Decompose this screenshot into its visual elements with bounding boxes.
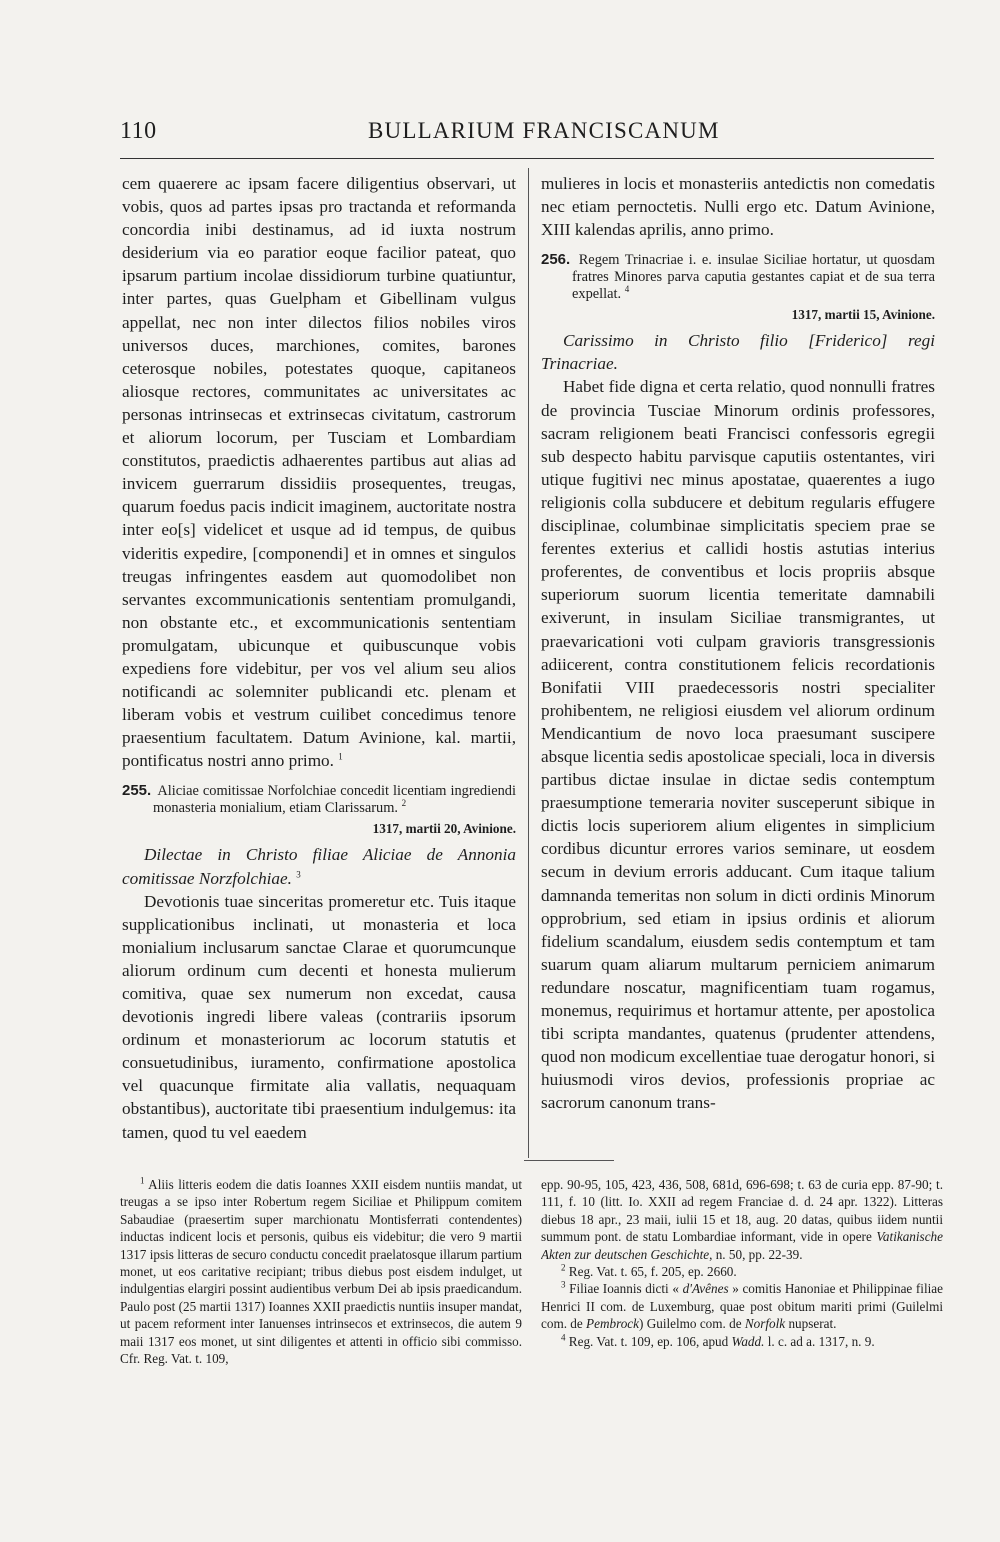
footnote-3-text-b: » comitis Hanoniae et Philippinae filiae Henrici II com. de Luxemburg, quae post obitum mariti primi (Guilelmi com. de bbox=[541, 1281, 943, 1332]
left-column bbox=[122, 172, 516, 1162]
continued-letter-body: cem quaerere ac ipsam facere diligentius observari, ut vobis, quos ad partes ipsas pro tractanda et reformanda concordia inibi destinamus, ad id iuxta nostrum desiderium via eo paratior eoque facilior pateat, quo ipsarum partium incolae dissidiorum turbine quatiuntur, inter partes, quas Guelpham et Gibellinam vulgus appellat, nec non inter dilectos filios nobiles viros universos duces, marchiones, comites, barones ceterosque nobiles, potestates quoque, capitaneos aliosque rectores, communitates ac universitates ac personas intrinsecas et extrinsecas civitatum, castrorum et aliorum locorum, per Tusciam et Lombardiam constitutos, praedictis adhaerentes partibus aut alias ad invicem guerrarum dissidiis prosequentes, treugas, quarum foedus pacis indicit imaginem, auctoritate nostra inter eo[s] videlicet et usque ad id tempus, de quibus videritis expedire, [componendi] et in omnes et singulos treugas infringentes easdem aut quomodolibet non servantes excommunicationis sententiam promulgandi, non obstante etc., et excommunicationis sententiam promulgatam, ubicunque et quibuscunque vobis expediens fore videbitur, per vos vel alium seu alios notificandi ac solemniter publicandi etc. plenam et liberam vobis et vestrum cuilibet concedimus tenore praesentium facultatem. Datum Avinione, kal. martii, pontificatus nostri anno primo. bbox=[122, 174, 516, 771]
footnote-ref: 1 bbox=[338, 751, 343, 762]
footnote-3-name-c: Norfolk bbox=[744, 1316, 786, 1332]
footnote-2-text: Reg. Vat. t. 65, f. 205, ep. 2660. bbox=[568, 1264, 737, 1280]
right-column bbox=[541, 172, 935, 1162]
footnote-2 bbox=[541, 1263, 943, 1280]
footnote-mark: 1 bbox=[140, 1176, 145, 1186]
footnotes-left bbox=[120, 1176, 522, 1406]
doc-256-text: Habet fide digna et certa relatio, quod nonnulli fratres de provincia Tusciae Minorum ordinis professores, sacram religionem beati Francisci confessoris egregii sub despecto habitu parvisque caputiis ostentantes, viri utique fugitivi nec minus apostatae, quaerentes a iugo religionis colla subducere et debitum regularis effugere disciplinae, columbinae simplicitatis speciem prae se ferentes exterius et callidi hostis astutias interius proferentes, de conventibus et locis propriis absque superiorum suorum licentia temeritate damnabili exiverunt, in insulam Siciliae transmigrantes, ut praevaricationi voti culpam gravioris transgressionis adiicerent, contra constitutionem felicis recordationis Bonifatii VIII praedecessoris nostri specialiter prohibentem, ne religiosi eiusdem vel aliorum ordinum Mendicantium de novo loca praesumant suscipere absque licentia sedis apostolicae speciali, loca in diversis partibus dictae insulae in dictae sedis contemptum praesumptione temeraria noviter susceperunt sibique in dictis locis superiorem alium eligentes in simplicium cordibus dicuntur errores varios seminare, ut eosdem secum in devium erroris adducant. Cum itaque talium damnanda temeritas non solum in dicti ordinis Minorum opprobrium, sed etiam in ipsius ordinis et aliorum fidelium scandalum, eiusdem sedis contemptum et tam suarum quam aliarum multarum perniciem animarum redundare noscatur, magnificentiam tuam rogamus, monemus, requirimus et hortamur attente, per apostolica tibi scripta mandantes, quatenus (prudenter attendens, quod non modicum excellentiae tuae derogatur honori, si huiusmodi viros devios, professionis propriae ac sacrorum canonum trans- bbox=[541, 377, 935, 1113]
doc-255-date: 1317, martii 20, Avinione. bbox=[372, 821, 516, 837]
footnote-4-text-b: l. c. ad a. 1317, n. 9. bbox=[764, 1333, 875, 1349]
page-number: 110 bbox=[120, 118, 157, 144]
doc-255-text-continued: mulieres in locis et monasteriis antedictis non comedatis nec etiam pernoctetis. Nulli ergo etc. Datum Avinione, XIII kalendas aprilis, anno primo. bbox=[541, 174, 935, 240]
footnote-1 bbox=[120, 1176, 522, 1367]
footnote-mark: 2 bbox=[561, 1262, 566, 1273]
footnote-3-text-c: ) Guilelmo com. de bbox=[639, 1316, 745, 1332]
footnote-1-continued bbox=[541, 1176, 943, 1263]
footnote-ref: 4 bbox=[624, 284, 630, 295]
footnote-3-text-d: nupserat. bbox=[785, 1316, 837, 1332]
footnote-mark: 4 bbox=[561, 1332, 566, 1343]
doc-255-number: 255. bbox=[122, 782, 152, 800]
doc-256-date: 1317, martii 15, Avinione. bbox=[791, 307, 935, 323]
doc-255-heading bbox=[122, 782, 516, 817]
doc-255-text: Devotionis tuae sinceritas promeretur etc. Tuis itaque supplicationibus inclinati, ut monasteria et loca monialium inclusarum sanctae Clarae et quorumcunque aliorum ordinum cum decenti et honesta mulierum comitiva, quae sex numerum non excedat, causa devotionis ingredi libere valeas (contrariis ipsorum ordinum et monasteriorum ac locorum statutis et consuetudinibus, iuramento, confirmatione apostolica vel quacunque firmitate alia vallatis, nequaquam obstantibus), auctoritate tibi praesentium indulgemus: ita tamen, quod tu vel eaedem bbox=[122, 891, 516, 1142]
doc-255-address-text: Dilectae in Christo filiae Aliciae de Annonia comitissae Norzfolchiae. bbox=[122, 845, 516, 888]
continued-letter-text bbox=[122, 172, 516, 772]
footnote-1-continuation-end: , n. 50, pp. 22-39. bbox=[709, 1246, 803, 1262]
running-head bbox=[120, 118, 934, 154]
doc-256-summary: Regem Trinacriae i. e. insulae Siciliae hortatur, ut quosdam fratres Minores parva caputia gestantes capiat et de sua terra expellat. bbox=[572, 252, 935, 303]
footnote-3-name-a: d'Avênes bbox=[682, 1281, 729, 1297]
footnote-1-continuation: epp. 90-95, 105, 423, 436, 508, 681d, 696-698; t. 63 de curia epp. 87-90; t. 111, f. 10 (litt. Io. XXII ad regem Franciae d. d. 24 apr. 1322). Litteras diebus 18 apr., 23 maii, iulii 15 et 18, aug. 20 datas, quibus iidem nuntii summum pont. de statu Lombardiae informant, vide in opere bbox=[541, 1177, 943, 1245]
footnote-4-name-a: Wadd. bbox=[731, 1333, 765, 1349]
doc-255-summary: Aliciae comitissae Norfolchiae concedit licentiam ingrediendi monasteria monialium, etiam Clarissarum. bbox=[153, 783, 516, 817]
footnote-3-name-b: Pembrock bbox=[586, 1316, 640, 1332]
column-divider bbox=[528, 168, 529, 1158]
header-rule bbox=[120, 158, 934, 159]
footnote-3 bbox=[541, 1280, 943, 1332]
footnote-1-text: Aliis litteris eodem die datis Ioannes XXII eisdem nuntiis mandat, ut treugas a se ipso inter Robertum regem Siciliae et Philippum comitem Sabaudiae (praesertim super marchionatu Montisferrati contendentes) inductas indicent locis et personis, quibus eis videbitur; die vero 9 martii 1317 ipsis litteras de securo conductu concedit praelatosque illarum partium monet, ut eos caritative recipiant; tribus diebus post eisdem indulget, ut indulgentias elargiri possint audientibus verbum Dei ab ipsis praedicandum. Paulo post (25 martii 1317) Ioannes XXII praedictis nuntiis insuper mandat, ut pacem reforment inter Ianuenses intrinsecos et extrinsecos, die autem 9 maii 1317 eos monet, ut sint diligentes et attenti in officio sibi commisso. Cfr. Reg. Vat. t. 109, bbox=[120, 1177, 522, 1367]
footnote-ref: 2 bbox=[401, 798, 407, 809]
footnote-1-work-title: Vatikanische Akten zur deutschen Geschichte bbox=[541, 1229, 943, 1262]
footnote-4 bbox=[541, 1333, 943, 1350]
footnote-rule bbox=[524, 1160, 614, 1161]
footnote-4-text-a: Reg. Vat. t. 109, ep. 106, apud bbox=[568, 1333, 732, 1349]
doc-256-address: Carissimo in Christo filio [Friderico] regi Trinacriae. bbox=[541, 331, 935, 374]
footnote-3-text-a: Filiae Ioannis dicti « bbox=[569, 1281, 683, 1297]
doc-255-address bbox=[122, 843, 516, 889]
doc-256-number: 256. bbox=[541, 251, 571, 269]
doc-256-heading bbox=[541, 251, 935, 303]
footnotes-right bbox=[541, 1176, 943, 1406]
footnote-mark: 3 bbox=[561, 1280, 566, 1291]
running-title: BULLARIUM FRANCISCANUM bbox=[368, 118, 720, 143]
footnote-ref: 3 bbox=[296, 868, 301, 879]
